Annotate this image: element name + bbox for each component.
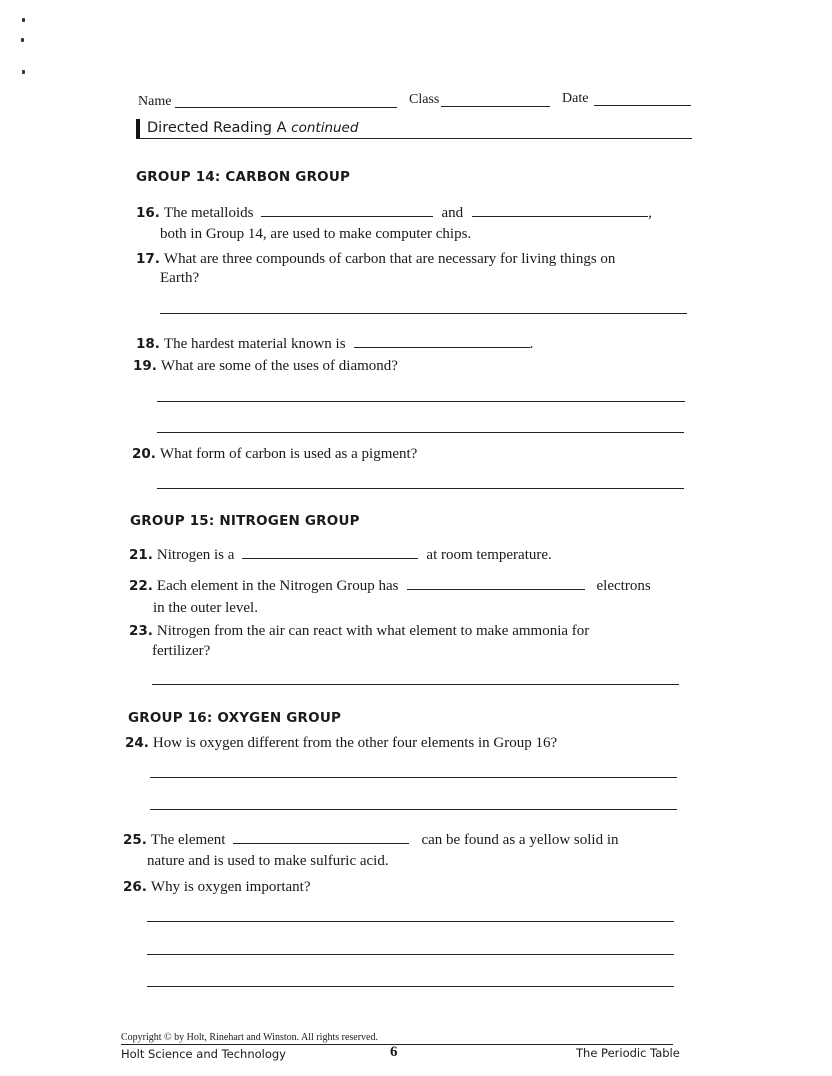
question-number: 18. <box>136 336 160 352</box>
question-number: 21. <box>129 547 153 563</box>
copyright-notice: Copyright © by Holt, Rinehart and Winston. All rights reserved. <box>121 1032 378 1043</box>
question-number: 19. <box>133 358 157 374</box>
answer-line-20[interactable] <box>157 488 684 489</box>
question-23-line2: fertilizer? <box>152 643 211 659</box>
answer-blank-16a[interactable] <box>261 202 433 217</box>
banner-title <box>147 120 358 136</box>
answer-line-17[interactable] <box>160 313 687 314</box>
question-number: 16. <box>136 205 160 221</box>
class-field[interactable] <box>441 106 550 107</box>
section-heading-group14: GROUP 14: CARBON GROUP <box>136 169 351 185</box>
question-text: electrons <box>596 578 651 594</box>
answer-line-26b[interactable] <box>147 954 674 955</box>
answer-blank-22[interactable] <box>407 575 585 590</box>
scan-speck <box>21 38 24 42</box>
question-text: The element <box>150 832 226 848</box>
question-26 <box>123 878 310 896</box>
question-17 <box>136 250 615 268</box>
question-punct: , <box>648 205 652 221</box>
name-field[interactable] <box>175 107 397 108</box>
date-label: Date <box>562 91 589 106</box>
banner-bar <box>136 119 140 139</box>
question-number: 23. <box>129 623 153 639</box>
question-25-continued: nature and is used to make sulfuric acid. <box>147 853 389 869</box>
date-field[interactable] <box>594 105 691 106</box>
answer-blank-16b[interactable] <box>472 202 648 217</box>
question-text: How is oxygen different from the other four elements in Group 16? <box>152 735 558 751</box>
answer-line-23[interactable] <box>152 684 679 685</box>
question-25 <box>123 829 619 849</box>
question-24 <box>125 734 557 752</box>
question-number: 26. <box>123 879 147 895</box>
page-number: 6 <box>390 1044 398 1060</box>
answer-line-26c[interactable] <box>147 986 674 987</box>
answer-line-24b[interactable] <box>150 809 677 810</box>
question-16-continued: both in Group 14, are used to make computer chips. <box>160 226 472 242</box>
question-number: 17. <box>136 251 160 267</box>
question-text: What are three compounds of carbon that are necessary for living things on <box>163 251 616 267</box>
answer-blank-25[interactable] <box>233 829 409 844</box>
answer-line-19a[interactable] <box>157 401 685 402</box>
banner-title-text: Directed Reading A <box>147 120 287 136</box>
question-22-continued: in the outer level. <box>153 600 258 616</box>
question-text: Nitrogen is a <box>156 547 235 563</box>
chapter-title: The Periodic Table <box>576 1046 680 1060</box>
question-text: Why is oxygen important? <box>150 879 311 895</box>
question-23 <box>129 622 589 640</box>
question-text: can be found as a yellow solid in <box>421 832 619 848</box>
answer-line-24a[interactable] <box>150 777 677 778</box>
question-18 <box>136 333 533 353</box>
banner-rule <box>136 138 692 139</box>
question-22 <box>129 575 651 595</box>
question-17-line2: Earth? <box>160 270 200 286</box>
section-heading-group16: GROUP 16: OXYGEN GROUP <box>128 710 342 726</box>
answer-line-19b[interactable] <box>157 432 684 433</box>
class-label: Class <box>409 92 440 107</box>
question-19 <box>133 357 398 375</box>
question-text: Each element in the Nitrogen Group has <box>156 578 399 594</box>
banner-suffix: continued <box>291 120 359 136</box>
question-16 <box>136 202 652 222</box>
name-label: Name <box>138 94 172 109</box>
section-heading-group15: GROUP 15: NITROGEN GROUP <box>130 513 360 529</box>
question-number: 25. <box>123 832 147 848</box>
question-text: at room temperature. <box>426 547 552 563</box>
question-20 <box>132 445 417 463</box>
question-text: The hardest material known is <box>163 336 346 352</box>
answer-line-26a[interactable] <box>147 921 674 922</box>
answer-blank-21[interactable] <box>242 544 418 559</box>
question-text: and <box>441 205 464 221</box>
publisher-name: Holt Science and Technology <box>121 1047 286 1061</box>
answer-blank-18[interactable] <box>354 333 530 348</box>
scan-speck <box>22 18 25 22</box>
question-21 <box>129 544 552 564</box>
question-number: 24. <box>125 735 149 751</box>
question-text: What are some of the uses of diamond? <box>160 358 398 374</box>
scan-speck <box>22 70 25 74</box>
question-text: What form of carbon is used as a pigment? <box>159 446 418 462</box>
question-text: Nitrogen from the air can react with what element to make ammonia for <box>156 623 590 639</box>
question-number: 22. <box>129 578 153 594</box>
question-text: The metalloids <box>163 205 254 221</box>
question-punct: . <box>529 336 534 352</box>
question-number: 20. <box>132 446 156 462</box>
